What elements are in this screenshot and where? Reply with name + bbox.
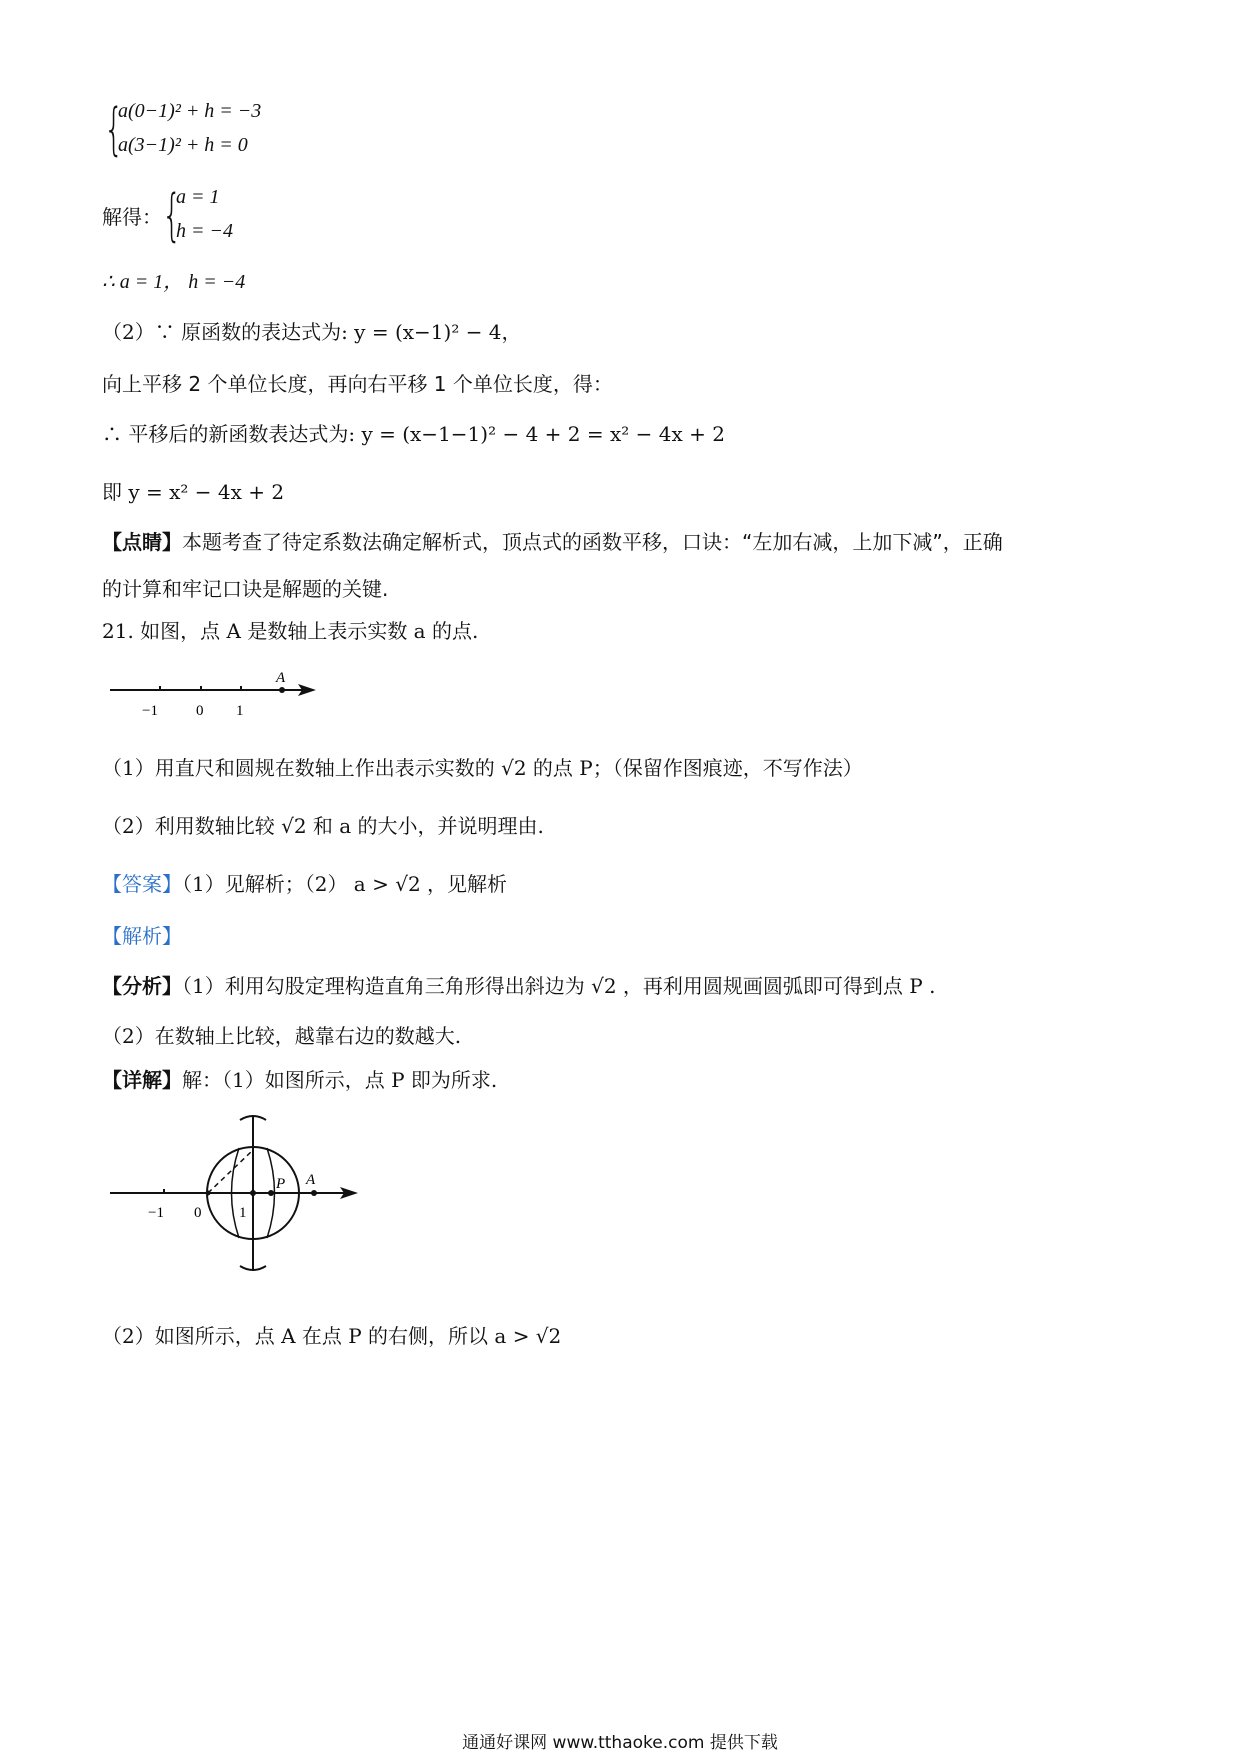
equation-system-1 <box>104 98 344 164</box>
question-21-part2: （2）利用数轴比较 √2 和 a 的大小，并说明理由. <box>102 814 544 838</box>
comment-line1 <box>102 528 1003 556</box>
comment-tag: 【点睛】 <box>102 530 182 554</box>
brace-icon: { <box>162 183 182 248</box>
tick-label: 0 <box>196 703 204 719</box>
detail-text1: 解：（1）如图所示，点 P 即为所求. <box>182 1068 498 1092</box>
part2-line2: 向上平移 2 个单位长度，再向右平移 1 个单位长度，得： <box>102 372 613 396</box>
part2-line1: （2）∵ 原函数的表达式为: y = (x−1)² − 4， <box>102 320 522 344</box>
analysis-text1: （1）利用勾股定理构造直角三角形得出斜边为 √2 ，再利用圆规画圆弧即可得到点 P . <box>182 974 936 998</box>
answer-text: （1）见解析；（2） a > √2 ，见解析 <box>182 872 508 896</box>
analysis-subtag: 【分析】 <box>102 974 182 998</box>
point-a-label: A <box>306 1172 316 1188</box>
answer-tag: 【答案】 <box>102 872 182 896</box>
tick-label: −1 <box>142 703 158 719</box>
solve-row1: a = 1 <box>176 186 220 208</box>
comment-line2: 的计算和牢记口诀是解题的关键. <box>102 577 389 601</box>
solve-row2: h = −4 <box>176 220 233 242</box>
point-a-label: A <box>276 670 286 686</box>
tick-label: −1 <box>148 1205 164 1221</box>
detail-line2: （2）如图所示，点 A 在点 P 的右侧，所以 a > √2 <box>102 1324 562 1348</box>
comment-text1: 本题考查了待定系数法确定解析式，顶点式的函数平移，口诀：“左加右减，上加下减”，正确 <box>182 530 1003 554</box>
part2-line3: ∴ 平移后的新函数表达式为: y = (x−1−1)² − 4 + 2 = x² − 4x + 2 <box>102 422 725 446</box>
answer-line <box>102 870 507 898</box>
system1-row2: a(3−1)² + h = 0 <box>118 134 248 156</box>
page-footer: 通通好课网 www.tthaoke.com 提供下载 <box>462 1733 778 1753</box>
question-21-stem: 21. 如图，点 A 是数轴上表示实数 a 的点. <box>102 619 479 643</box>
origin-point <box>206 1191 211 1196</box>
hypotenuse-dashed <box>208 1150 253 1193</box>
point-a <box>279 687 285 693</box>
equation-system-2 <box>162 184 282 250</box>
point-p <box>268 1190 274 1196</box>
one-point <box>250 1190 256 1196</box>
detail-tag: 【详解】 <box>102 1068 182 1092</box>
system1-row1: a(0−1)² + h = −3 <box>118 100 262 122</box>
point-p-label: P <box>276 1176 286 1192</box>
brace-icon: { <box>104 97 124 162</box>
tick-label: 1 <box>236 703 244 719</box>
analysis-tag: 【解析】 <box>102 924 182 948</box>
tick-label: 0 <box>194 1205 202 1221</box>
point-a <box>311 1190 317 1196</box>
therefore-line: ∴ a = 1， h = −4 <box>102 271 246 293</box>
construction-figure <box>108 1108 368 1288</box>
part2-line4: 即 y = x² − 4x + 2 <box>102 480 285 504</box>
question-21-part1: （1）用直尺和圆规在数轴上作出表示实数的 √2 的点 P；（保留作图痕迹，不写作法） <box>102 756 863 780</box>
solve-label: 解得： <box>102 205 162 229</box>
tick-label: 1 <box>239 1205 247 1221</box>
analysis-line2: （2）在数轴上比较，越靠右边的数越大. <box>102 1024 462 1048</box>
detail-line1 <box>102 1066 497 1094</box>
analysis-line1 <box>102 972 935 1000</box>
number-line-figure-1 <box>108 664 328 724</box>
